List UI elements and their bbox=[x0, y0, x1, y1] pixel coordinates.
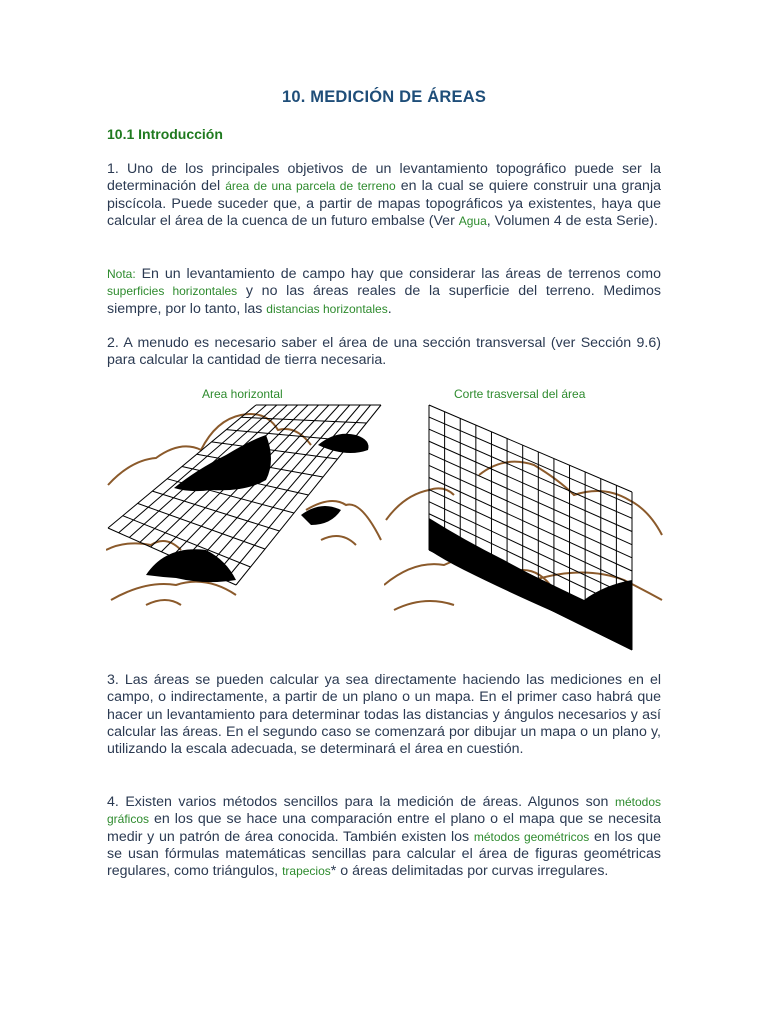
link-superficies-horizontales[interactable]: superficies horizontales bbox=[107, 284, 238, 299]
note-label: Nota: bbox=[107, 267, 136, 281]
section-heading: 10.1 Introducción bbox=[107, 126, 223, 142]
paragraph-1: 1. Uno de los principales objetivos de un levantamiento topográfico puede ser la determinación del área de una parcela de terreno en la cual se quiere construir una granja piscícola. Puede suceder que, a partir de mapas topográficos ya existentes, haya que calcular el área de la cuenca de un futuro embalse (Ver Agua, Volumen 4 de esta Serie). bbox=[107, 161, 661, 229]
note-paragraph: Nota: En un levantamiento de campo hay que considerar las áreas de terrenos como superficies horizontales y no las áreas reales de la superficie del terreno. Medimos siempre, por lo tanto, las distancias horizontales. bbox=[107, 266, 661, 317]
link-metodos-geometricos[interactable]: métodos geométricos bbox=[473, 829, 590, 844]
caption-corte-trasversal: Corte trasversal del área bbox=[454, 387, 586, 401]
paragraph-4: 4. Existen varios métodos sencillos para la medición de áreas. Algunos son métodos gráficos en los que se hace una comparación entre el plano o el mapa que se necesita medir y un patrón de área conocida. También existen los métodos geométricos en los que se usan fórmulas matemáticas sencillas para calcular el área de figuras geométricas regulares, como triángulos, trapecios* o áreas delimitadas por curvas irregulares. bbox=[107, 794, 661, 880]
horizontal-grid bbox=[108, 405, 381, 585]
paragraph-2: 2. A menudo es necesario saber el área de una sección transversal (ver Sección 9.6) para calcular la cantidad de tierra necesaria. bbox=[107, 335, 661, 369]
terrain-ridge-back bbox=[479, 462, 662, 535]
shaded-area-right bbox=[318, 434, 369, 453]
link-distancias-horizontales[interactable]: distancias horizontales bbox=[266, 301, 388, 316]
terrain-detail bbox=[394, 601, 454, 610]
grid-line bbox=[429, 453, 632, 544]
link-area-parcela[interactable]: área de una parcela de terreno bbox=[225, 179, 396, 194]
terrain-ridge-left bbox=[106, 541, 181, 550]
paragraph-3: 3. Las áreas se pueden calcular ya sea directamente haciendo las mediciones en el campo, o indirectamente, a partir de un plano o un mapa. En el primer caso habrá que hacer un levantamiento para determinar todas las distancias y ángulos necesarios y así calcular las áreas. En el segundo caso se comenzará por dibujar un mapa o un plano y, utilizando la escala adecuada, se determinará el área en cuestión. bbox=[107, 672, 661, 758]
terrain-detail bbox=[146, 600, 181, 605]
link-trapecios[interactable]: trapecios bbox=[282, 864, 331, 879]
figure-area-horizontal bbox=[106, 400, 386, 635]
grid-line bbox=[429, 441, 632, 531]
page-title: 10. MEDICIÓN DE ÁREAS bbox=[281, 88, 487, 106]
link-metodos-graficos[interactable]: métodos gráficos bbox=[107, 795, 661, 827]
link-agua[interactable]: Agua bbox=[458, 213, 487, 228]
figure-corte-trasversal bbox=[384, 400, 664, 655]
terrain-ridge-left bbox=[386, 488, 454, 520]
terrain-ridge-bottom-left bbox=[111, 582, 236, 600]
caption-area-horizontal: Area horizontal bbox=[202, 387, 283, 401]
terrain-ridge-inner bbox=[321, 536, 356, 545]
grid-line bbox=[429, 538, 632, 637]
grid-line bbox=[226, 430, 352, 441]
grid-line bbox=[429, 429, 632, 518]
shaded-cross-section bbox=[429, 518, 632, 650]
